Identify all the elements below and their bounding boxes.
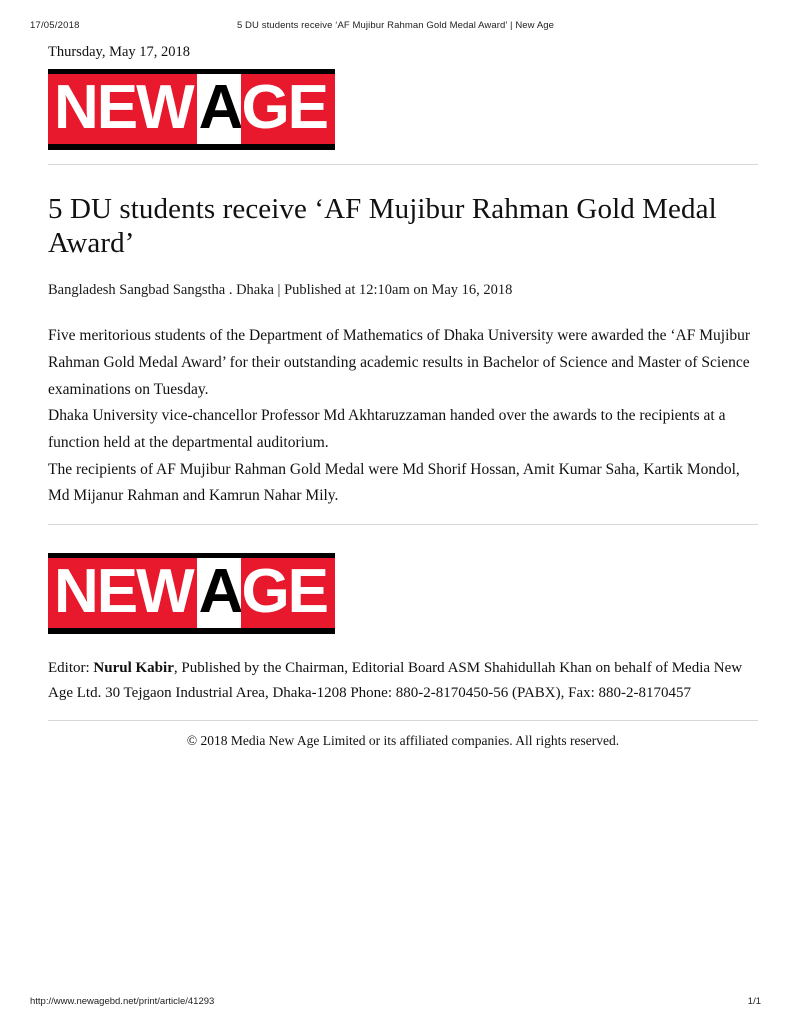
logo-letters: [48, 74, 335, 144]
print-header-date: 17/05/2018: [30, 19, 80, 31]
article-paragraph: Dhaka University vice-chancellor Professor Md Akhtaruzzaman handed over the awards to the recipients at a function held at the departmental auditorium.: [48, 407, 726, 451]
article-byline: Bangladesh Sangbad Sangstha . Dhaka | Published at 12:10am on May 16, 2018: [48, 282, 513, 299]
article-paragraph: Five meritorious students of the Department of Mathematics of Dhaka University were awarded the ‘AF Mujibur Rahman Gold Medal Award’ for their outstanding academic results in Bachelor of Science and Master of Science examinations on Tuesday.: [48, 327, 751, 398]
new-age-logo-top: [48, 69, 335, 150]
divider-above-copyright: [48, 720, 758, 721]
new-age-logo-bottom: [48, 553, 335, 634]
article-body: [48, 323, 758, 510]
page-title: 5 DU students receive ‘AF Mujibur Rahman Gold Medal Award’: [48, 193, 717, 259]
logo-text-ge: GE: [241, 74, 335, 144]
print-footer-page: 1/1: [747, 995, 761, 1007]
dateline: Thursday, May 17, 2018: [48, 44, 191, 60]
print-footer: [0, 994, 791, 1008]
print-header: [0, 18, 791, 32]
print-header-title: 5 DU students receive ‘AF Mujibur Rahman Gold Medal Award’ | New Age: [236, 19, 555, 31]
print-footer-url: http://www.newagebd.net/print/article/41293: [30, 995, 215, 1007]
masthead-logo-wrapper: [48, 69, 758, 150]
copyright-notice: © 2018 Media New Age Limited or its affiliated companies. All rights reserved.: [186, 733, 620, 749]
article-paragraph: The recipients of AF Mujibur Rahman Gold Medal were Md Shorif Hossan, Amit Kumar Saha, Kartik Mondol, Md Mijanur Rahman and Kamrun Nahar Mily.: [48, 460, 740, 505]
imprint-editor-name: Nurul Kabir: [93, 659, 174, 676]
logo-text-new: NEW: [48, 74, 197, 144]
imprint-text: , Published by the Chairman, Editorial Board ASM Shahidullah Khan on behalf of Media New Age Ltd. 30 Tejgaon Industrial Area, Dhaka-1208 Phone: 880-2-8170450-56 (PABX), Fax: 880-2-8170457: [48, 659, 743, 702]
logo-bottom-bar: [48, 144, 335, 150]
divider-below-masthead: [48, 164, 758, 165]
logo-text-new: NEW: [48, 558, 197, 628]
logo-bottom-bar: [48, 628, 335, 634]
footer-logo-wrapper: [48, 553, 758, 634]
imprint-block: [48, 656, 758, 706]
page-content: [48, 44, 758, 749]
imprint-editor-label: Editor:: [48, 659, 90, 676]
logo-text-ge: GE: [241, 558, 335, 628]
logo-letters: [48, 558, 335, 628]
logo-text-a: A: [198, 556, 242, 626]
divider-above-footer: [48, 524, 758, 525]
logo-text-a: A: [198, 73, 242, 142]
